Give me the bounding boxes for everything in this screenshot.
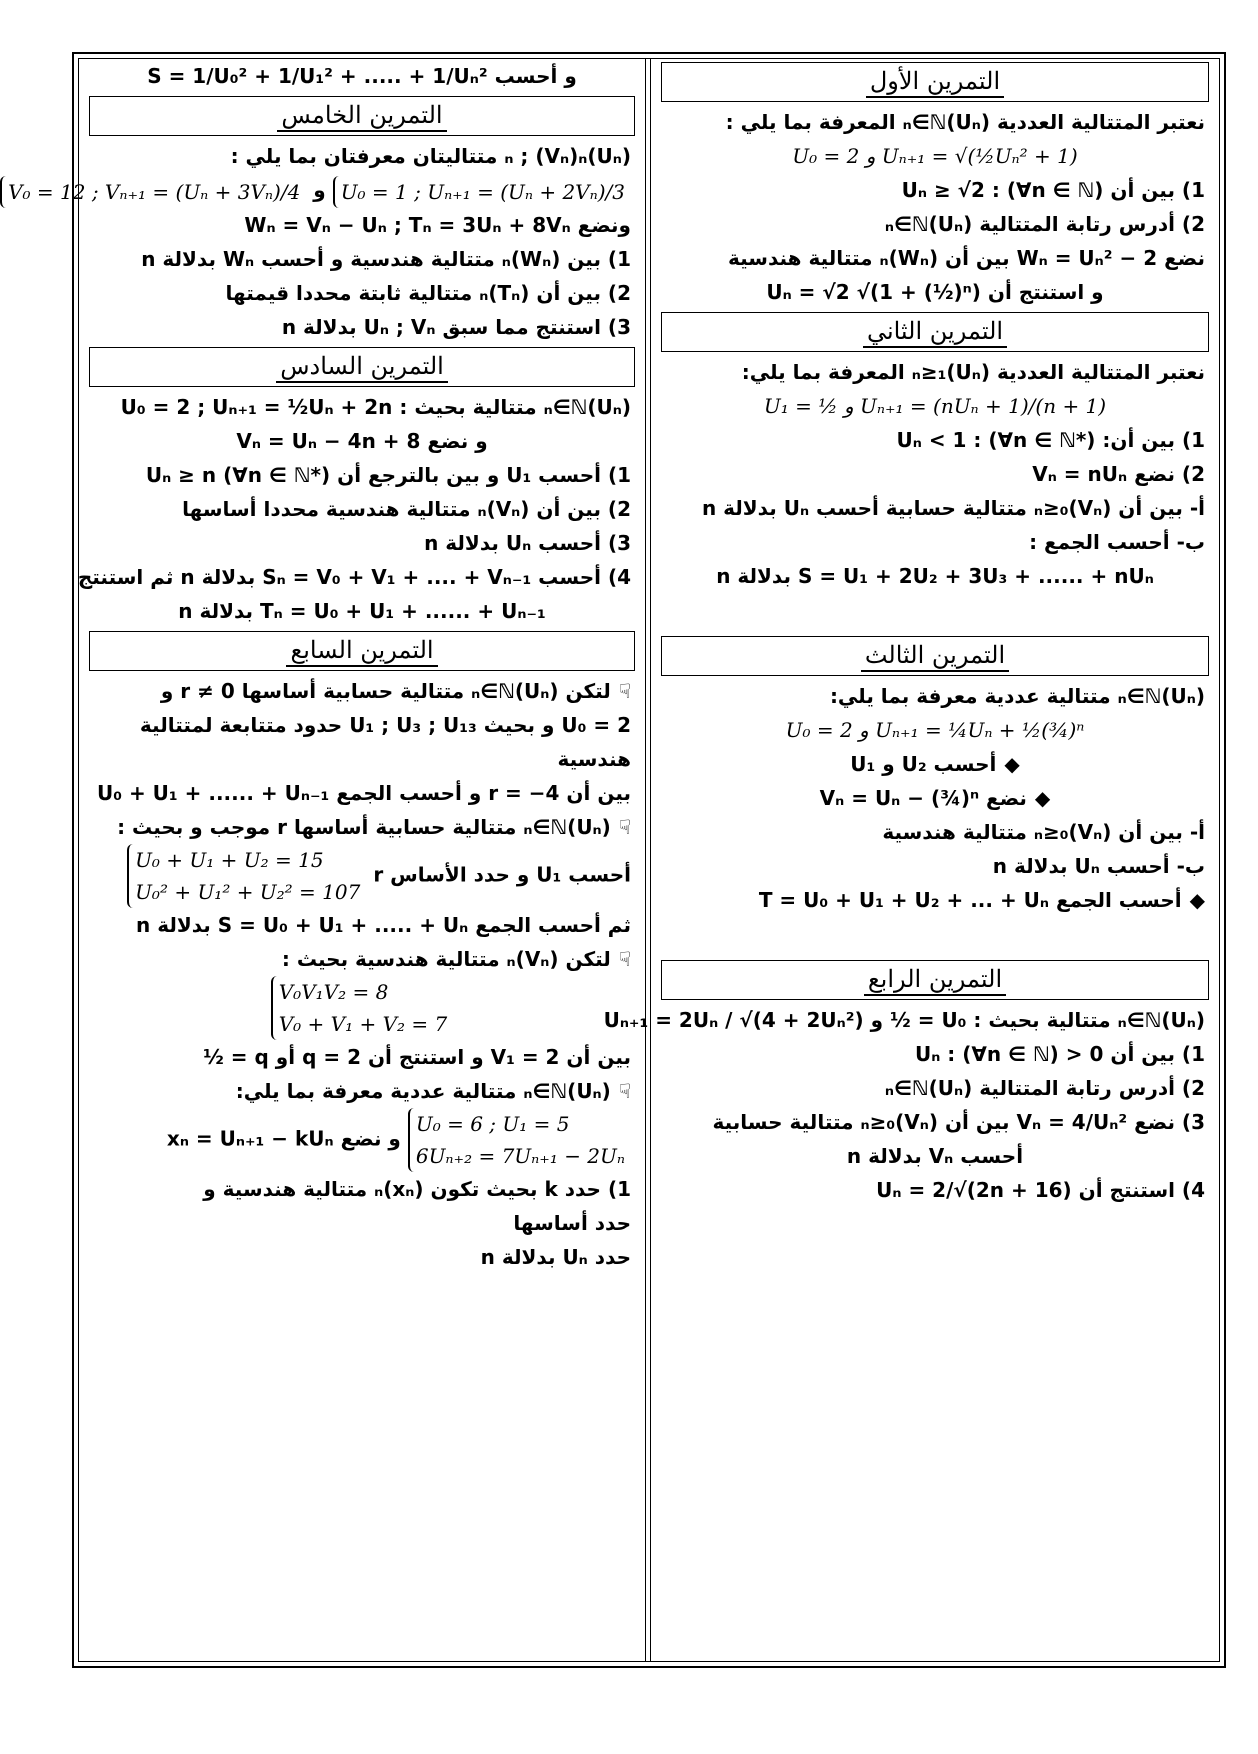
ex5-set: ونضع Wₙ = Vₙ − Uₙ ; Tₙ = 3Uₙ + 8Vₙ: [244, 212, 631, 237]
hand-icon: ☟: [618, 1078, 631, 1103]
eq: U₀² + U₁² + U₂² = 107: [135, 879, 361, 904]
text: و نضع xₙ = Uₙ₊₁ − kUₙ: [166, 1126, 401, 1150]
ex6-q2: 2) بين أن (Vₙ)ₙ متتالية هندسية محددا أساسها: [182, 496, 631, 521]
ex3-q3: [651, 883, 1219, 917]
exercise-title: التمرين الرابع: [864, 964, 1006, 996]
exercise-title: التمرين الخامس: [277, 100, 446, 132]
ex2-intro: نعتبر المتتالية العددية (Uₙ)ₙ≥₁ المعرفة بما يلي:: [741, 360, 1205, 384]
ex7-p1c: هندسية: [557, 746, 631, 771]
worksheet-page: [8, 52, 1226, 1668]
ex6-q4b: Tₙ = U₀ + U₁ + ...... + Uₙ₋₁ بدلالة n: [178, 598, 546, 623]
math: U₁ = ½ و Uₙ₊₁ = (nUₙ + 1)/(n + 1): [763, 394, 1107, 418]
hand-icon: ☟: [618, 678, 631, 703]
ex3-intro: (Uₙ)ₙ∈ℕ متتالية عددية معرفة بما يلي:: [829, 684, 1205, 708]
ex7-p2a: [79, 810, 645, 844]
exercise-7-header: [89, 631, 635, 671]
exercise-title: التمرين الثاني: [863, 316, 1007, 348]
system: [127, 844, 366, 908]
spacer: [651, 593, 1219, 633]
ex3-qa: أ- بين أن (Vₙ)ₙ≥₀ متتالية هندسية: [882, 820, 1205, 844]
system: [271, 976, 454, 1040]
text: أحسب U₁ و حدد الأساس r: [373, 862, 631, 886]
ex7-p3a: [79, 942, 645, 976]
ex1-intro: نعتبر المتتالية العددية (Uₙ)ₙ∈ℕ المعرفة بما يلي :: [725, 110, 1205, 134]
exercise-1-header: [661, 62, 1209, 102]
ex4-definition: (Uₙ)ₙ∈ℕ متتالية بحيث : U₀ = ½ و Uₙ₊₁ = 2Uₙ / √(4 + 2Uₙ²): [603, 1008, 1205, 1032]
bullet-icon: ◆: [1034, 786, 1051, 810]
ex6-set: و نضع Vₙ = Uₙ − 4n + 8: [236, 428, 488, 453]
exercise-4-header: [661, 960, 1209, 1000]
ex7-p4q1b: حدد أساسها: [513, 1210, 631, 1235]
eq: V₀ + V₁ + V₂ = 7: [278, 1011, 448, 1036]
ex7-p1b: U₀ = 2 و بحيث U₁ ; U₃ ; U₁₃ حدود متتابعة لمتتالية: [139, 712, 631, 737]
ex2-qa: أ- بين أن (Vₙ)ₙ≥₀ متتالية حسابية أحسب Uₙ بدلالة n: [701, 496, 1205, 520]
ex2-q2: 2) نضع Vₙ = nUₙ: [1032, 462, 1205, 486]
math: U₀ = 2 و Uₙ₊₁ = √(½Uₙ² + 1): [792, 144, 1078, 168]
ex4-q3b: أحسب Vₙ بدلالة n: [846, 1144, 1024, 1168]
question-text: أحسب الجمع T = U₀ + U₁ + U₂ + ... + Uₙ: [758, 888, 1182, 912]
ex1-q2: 2) أدرس رتابة المتتالية (Uₙ)ₙ∈ℕ: [884, 212, 1205, 236]
ex4-q1: 1) بين أن 0 < Uₙ : (∀n ∈ ℕ): [914, 1042, 1205, 1066]
ex5-intro: (Uₙ)ₙ ; (Vₙ)ₙ متتاليتان معرفتان بما يلي :: [230, 144, 631, 168]
ex7-p4-system: [79, 1108, 645, 1172]
left-column: [8, 59, 645, 1661]
ex7-p1d: بين أن r = −4 و أحسب الجمع U₀ + U₁ + ...... + Uₙ₋₁: [96, 780, 631, 805]
ex1-definition: [651, 139, 1219, 173]
ex2-qb2: S = U₁ + 2U₂ + 3U₃ + ...... + nUₙ بدلالة n: [716, 564, 1154, 588]
question-text: أحسب U₂ و U₁: [850, 752, 997, 776]
ex6-q1: 1) أحسب U₁ و بين بالترجع أن Uₙ ≥ n (∀n ∈ ℕ*): [145, 462, 631, 487]
ex7-p4q2: حدد Uₙ بدلالة n: [480, 1244, 631, 1269]
text: (Uₙ)ₙ∈ℕ متتالية حسابية أساسها r موجب و بحيث :: [117, 814, 611, 839]
ex1-q4: و استنتج أن Uₙ = √2 √(1 + (½)ⁿ): [766, 280, 1104, 304]
eq: V₀V₁V₂ = 8: [278, 979, 389, 1004]
ex6-definition: (Uₙ)ₙ∈ℕ متتالية بحيث : U₀ = 2 ; Uₙ₊₁ = ½Uₙ + 2n: [120, 394, 631, 419]
text: لتكن (Uₙ)ₙ∈ℕ متتالية حسابية أساسها r ≠ 0 و: [160, 678, 611, 703]
text: (Uₙ)ₙ∈ℕ متتالية عددية معرفة بما يلي:: [235, 1078, 611, 1103]
eq: U₀ + U₁ + U₂ = 15: [135, 847, 324, 872]
ex4-q2: 2) أدرس رتابة المتتالية (Uₙ)ₙ∈ℕ: [884, 1076, 1205, 1100]
spacer: [651, 917, 1219, 957]
ex5-q1: 1) بين (Wₙ)ₙ متتالية هندسية و أحسب Wₙ بدلالة n: [141, 246, 631, 271]
right-column: [603, 59, 1219, 1661]
bullet-icon: ◆: [1004, 752, 1020, 776]
hand-icon: ☟: [618, 946, 631, 971]
exercise-5-header: [89, 96, 635, 136]
text: لتكن (Vₙ)ₙ متتالية هندسية بحيث :: [281, 946, 611, 971]
ex3-q1: [651, 747, 1219, 781]
ex7-p2c: ثم أحسب الجمع S = U₀ + U₁ + ..... + Uₙ بدلالة n: [136, 912, 631, 937]
exercise-2-header: [661, 312, 1209, 352]
eq: 6Uₙ₊₂ = 7Uₙ₊₁ − 2Uₙ: [415, 1143, 625, 1168]
ex3-q2: [651, 781, 1219, 815]
ex7-p2-system: [79, 844, 645, 908]
ex7-p3b: بين أن V₁ = 2 و استنتج أن q = 2 أو q = ½: [203, 1044, 631, 1069]
ex6-q3: 3) أحسب Uₙ بدلالة n: [424, 530, 631, 555]
ex4-q4: 4) استنتج أن Uₙ = 2/√(2n + 16): [876, 1178, 1205, 1202]
exercise-title: التمرين الأول: [866, 66, 1004, 98]
ex6-q4: 4) أحسب Sₙ = V₀ + V₁ + .... + Vₙ₋₁ بدلالة n ثم استنتج: [77, 564, 631, 589]
system: [408, 1108, 631, 1172]
eq: U₀ = 6 ; U₁ = 5: [415, 1111, 570, 1136]
ex2-definition: [651, 389, 1219, 423]
exercise-title: التمرين الثالث: [861, 640, 1009, 672]
ex1-q3: نضع Wₙ = Uₙ² − 2 بين أن (Wₙ)ₙ متتالية هندسية: [728, 246, 1205, 270]
ex7-p3-system: [79, 976, 645, 1040]
ex7-p4q1: 1) حدد k بحيث تكون (xₙ)ₙ متتالية هندسية و: [203, 1176, 631, 1201]
hand-icon: ☟: [618, 814, 631, 839]
exercise-title: التمرين السادس: [276, 351, 448, 383]
bullet-icon: ◆: [1189, 888, 1205, 912]
ex5-q2: 2) بين أن (Tₙ)ₙ متتالية ثابتة محددا قيمتها: [225, 280, 631, 305]
system-u: U₀ = 1 ; Uₙ₊₁ = (Uₙ + 2Vₙ)/3: [333, 176, 631, 208]
ex7-p4a: [79, 1074, 645, 1108]
ex7-p1a: [79, 674, 645, 708]
exercise-6-header: [89, 347, 635, 387]
exercise-title: التمرين السابع: [286, 635, 437, 667]
ex5-systems: [8, 173, 645, 208]
sum-s-line: و أحسب S = 1/U₀² + 1/U₁² + ..... + 1/Uₙ²: [147, 64, 577, 88]
ex2-qb: ب- أحسب الجمع :: [1029, 530, 1205, 554]
exercise-3-header: [661, 636, 1209, 676]
math: U₀ = 2 و Uₙ₊₁ = ¼Uₙ + ½(¾)ⁿ: [785, 718, 1085, 742]
system-v: V₀ = 12 ; Vₙ₊₁ = (Uₙ + 3Vₙ)/4: [0, 176, 306, 208]
ex4-q3: 3) نضع Vₙ = 4/Uₙ² بين أن (Vₙ)ₙ≥₀ متتالية حسابية: [712, 1110, 1205, 1134]
ex2-q1: 1) بين أن: Uₙ < 1 : (∀n ∈ ℕ*): [896, 428, 1205, 452]
ex3-qb: ب- أحسب Uₙ بدلالة n: [992, 854, 1205, 878]
ex3-definition: [651, 713, 1219, 747]
and-word: و: [306, 178, 326, 202]
question-text: نضع Vₙ = Uₙ − (¾)ⁿ: [819, 786, 1027, 810]
ex1-q1: 1) بين أن Uₙ ≥ √2 : (∀n ∈ ℕ): [901, 178, 1205, 202]
ex5-q3: 3) استنتج مما سبق Uₙ ; Vₙ بدلالة n: [281, 314, 631, 339]
